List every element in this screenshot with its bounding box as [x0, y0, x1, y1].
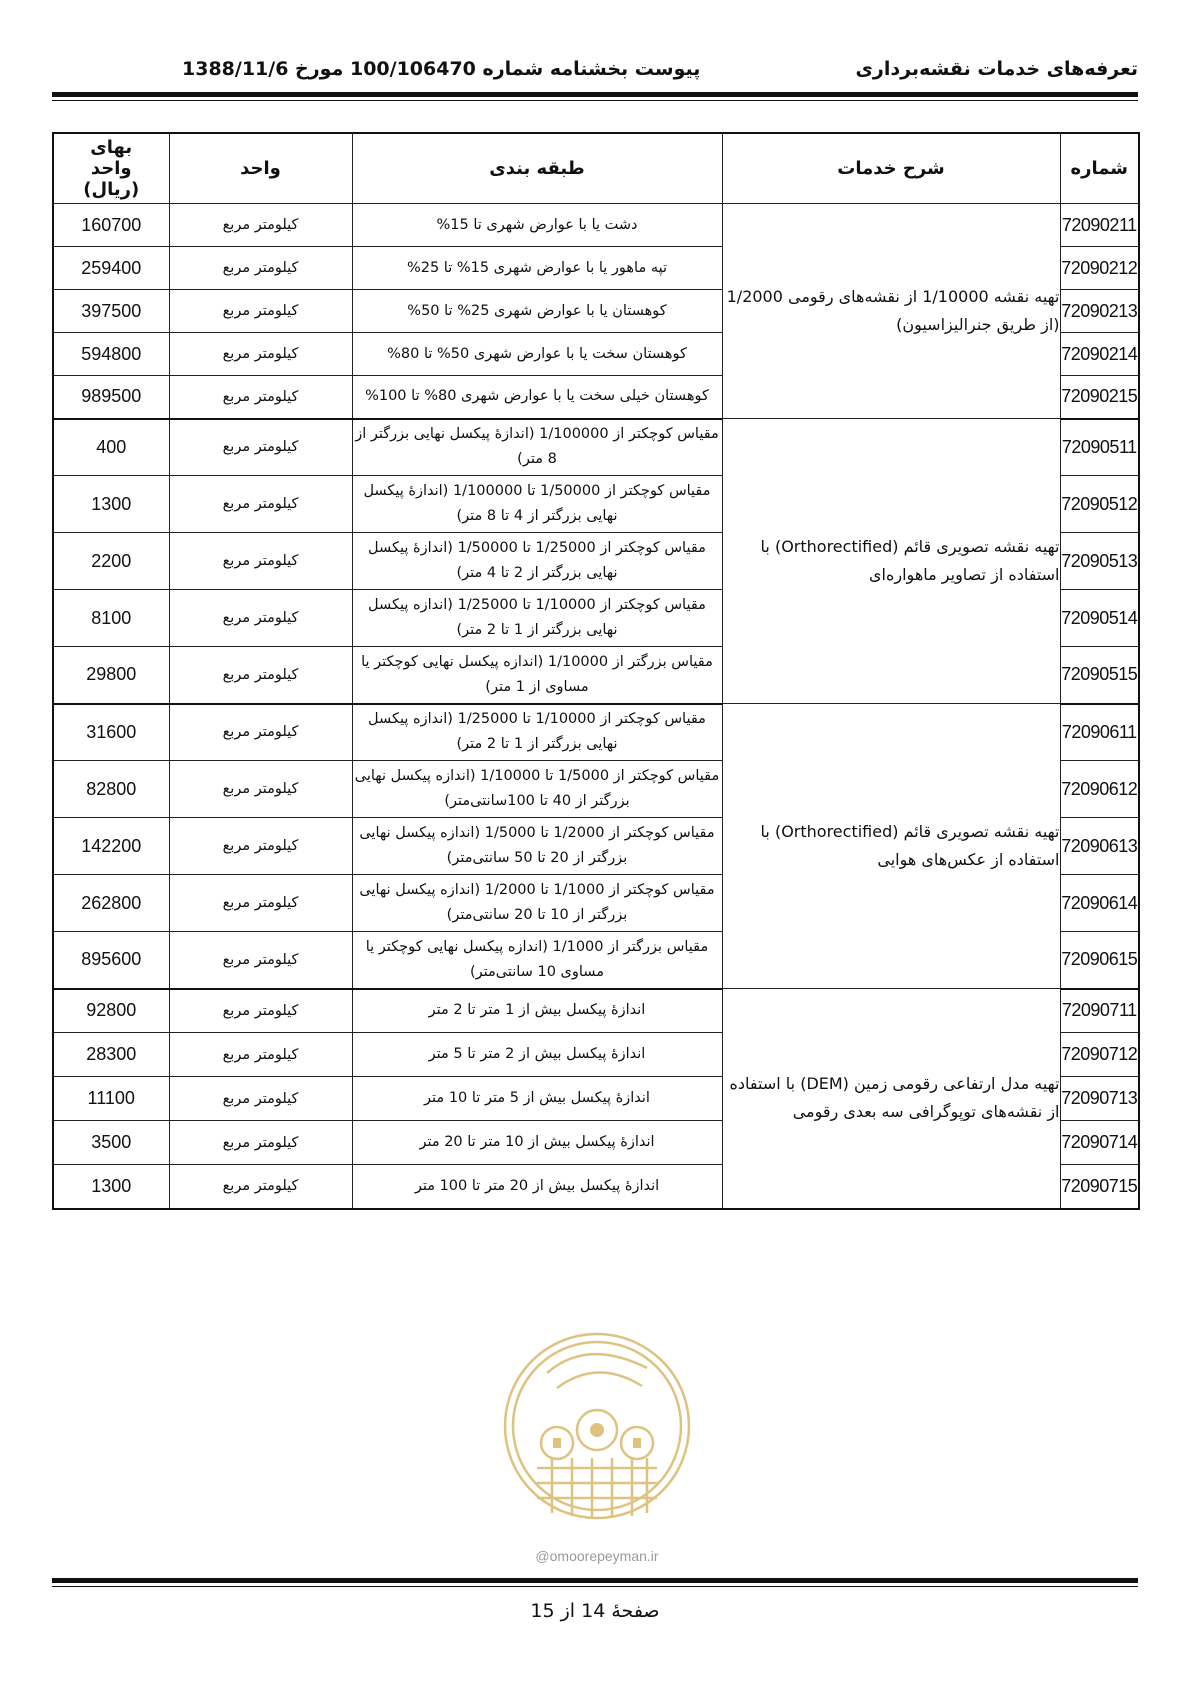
- service-code: 72090514: [1060, 590, 1139, 647]
- service-description: تهیه نقشه تصویری قائم (Orthorectified) با استفاده از عکس‌های هوایی: [722, 704, 1060, 989]
- unit-price-cell: 82800: [53, 761, 169, 818]
- unit-cell: کیلومتر مربع: [169, 704, 352, 761]
- unit-price-cell: 142200: [53, 818, 169, 875]
- unit-price-cell: 1300: [53, 476, 169, 533]
- service-description: تهیه نقشه تصویری قائم (Orthorectified) با استفاده از تصاویر ماهواره‌ای: [722, 419, 1060, 704]
- table-body: [53, 204, 1139, 1209]
- stamp-url: @omoorepeyman.ir: [535, 1548, 659, 1564]
- service-code: 72090611: [1060, 704, 1139, 761]
- classification-cell: اندازهٔ پیکسل بیش از 5 متر تا 10 متر: [352, 1077, 722, 1121]
- unit-price-cell: 989500: [53, 376, 169, 419]
- unit-price-cell: 92800: [53, 989, 169, 1033]
- document-title: تعرفه‌های خدمات نقشه‌برداری: [855, 58, 1138, 80]
- table-row: [53, 704, 1139, 761]
- classification-cell: مقیاس کوچکتر از 1/10000 تا 1/25000 (اندازه پیکسل نهایی بزرگتر از 1 تا 2 متر): [352, 704, 722, 761]
- page-header: [52, 58, 1138, 88]
- unit-price-cell: 8100: [53, 590, 169, 647]
- unit-cell: کیلومتر مربع: [169, 647, 352, 704]
- classification-cell: اندازهٔ پیکسل بیش از 2 متر تا 5 متر: [352, 1033, 722, 1077]
- service-code: 72090712: [1060, 1033, 1139, 1077]
- unit-cell: کیلومتر مربع: [169, 333, 352, 376]
- tariff-table: [52, 132, 1140, 1210]
- unit-cell: کیلومتر مربع: [169, 1033, 352, 1077]
- unit-cell: کیلومتر مربع: [169, 376, 352, 419]
- col-header-classification: طبقه بندی: [352, 133, 722, 204]
- col-header-unit: واحد: [169, 133, 352, 204]
- table-row: [53, 989, 1139, 1033]
- unit-price-cell: 400: [53, 419, 169, 476]
- unit-price-cell: 28300: [53, 1033, 169, 1077]
- classification-cell: مقیاس بزرگتر از 1/1000 (اندازه پیکسل نهایی کوچکتر یا مساوی 10 سانتی‌متر): [352, 932, 722, 989]
- unit-cell: کیلومتر مربع: [169, 818, 352, 875]
- unit-price-cell: 262800: [53, 875, 169, 932]
- classification-cell: کوهستان سخت یا با عوارض شهری 50% تا 80%: [352, 333, 722, 376]
- unit-cell: کیلومتر مربع: [169, 989, 352, 1033]
- table-row: [53, 419, 1139, 476]
- classification-cell: مقیاس کوچکتر از 1/25000 تا 1/50000 (اندازهٔ پیکسل نهایی بزرگتر از 2 تا 4 متر): [352, 533, 722, 590]
- service-code: 72090512: [1060, 476, 1139, 533]
- classification-cell: دشت یا با عوارض شهری تا 15%: [352, 204, 722, 247]
- table-header-row: [53, 133, 1139, 204]
- service-description: تهیه نقشه 1/10000 از نقشه‌های رقومی 1/2000 (از طریق جنرالیزاسیون): [722, 204, 1060, 419]
- unit-price-cell: 259400: [53, 247, 169, 290]
- service-code: 72090714: [1060, 1121, 1139, 1165]
- classification-cell: اندازهٔ پیکسل بیش از 10 متر تا 20 متر: [352, 1121, 722, 1165]
- service-code: 72090614: [1060, 875, 1139, 932]
- circular-reference: پیوست بخشنامه شماره 100/106470 مورخ 1388/11/6: [182, 58, 701, 80]
- unit-price-cell: 3500: [53, 1121, 169, 1165]
- omoorepeyman-stamp-logo: [497, 1318, 697, 1548]
- unit-cell: کیلومتر مربع: [169, 932, 352, 989]
- classification-cell: مقیاس بزرگتر از 1/10000 (اندازه پیکسل نهایی کوچکتر یا مساوی از 1 متر): [352, 647, 722, 704]
- service-code: 72090711: [1060, 989, 1139, 1033]
- classification-cell: مقیاس کوچکتر از 1/2000 تا 1/5000 (اندازه پیکسل نهایی بزرگتر از 20 تا 50 سانتی‌متر): [352, 818, 722, 875]
- unit-cell: کیلومتر مربع: [169, 419, 352, 476]
- unit-price-cell: 160700: [53, 204, 169, 247]
- unit-cell: کیلومتر مربع: [169, 761, 352, 818]
- classification-cell: مقیاس کوچکتر از 1/1000 تا 1/2000 (اندازه پیکسل نهایی بزرگتر از 10 تا 20 سانتی‌متر): [352, 875, 722, 932]
- service-description: تهیه مدل ارتفاعی رقومی زمین (DEM) با استفاده از نقشه‌های توپوگرافی سه بعدی رقومی: [722, 989, 1060, 1209]
- header-rule-thin: [52, 100, 1138, 101]
- classification-cell: کوهستان خیلی سخت یا با عوارض شهری 80% تا 100%: [352, 376, 722, 419]
- classification-cell: مقیاس کوچکتر از 1/5000 تا 1/10000 (اندازه پیکسل نهایی بزرگتر از 40 تا 100سانتی‌متر): [352, 761, 722, 818]
- footer-rule-thick: [52, 1578, 1138, 1583]
- service-code: 72090615: [1060, 932, 1139, 989]
- unit-cell: کیلومتر مربع: [169, 1165, 352, 1209]
- page-number: صفحهٔ 14 از 15: [530, 1600, 660, 1622]
- service-code: 72090214: [1060, 333, 1139, 376]
- unit-cell: کیلومتر مربع: [169, 590, 352, 647]
- service-code: 72090715: [1060, 1165, 1139, 1209]
- classification-cell: اندازهٔ پیکسل بیش از 1 متر تا 2 متر: [352, 989, 722, 1033]
- col-header-description: شرح خدمات: [722, 133, 1060, 204]
- unit-price-cell: 29800: [53, 647, 169, 704]
- unit-price-cell: 2200: [53, 533, 169, 590]
- service-code: 72090612: [1060, 761, 1139, 818]
- header-rule-thick: [52, 92, 1138, 97]
- service-code: 72090713: [1060, 1077, 1139, 1121]
- service-code: 72090513: [1060, 533, 1139, 590]
- unit-cell: کیلومتر مربع: [169, 290, 352, 333]
- service-code: 72090515: [1060, 647, 1139, 704]
- unit-cell: کیلومتر مربع: [169, 1077, 352, 1121]
- classification-cell: مقیاس کوچکتر از 1/50000 تا 1/100000 (اندازهٔ پیکسل نهایی بزرگتر از 4 تا 8 متر): [352, 476, 722, 533]
- service-code: 72090215: [1060, 376, 1139, 419]
- service-code: 72090211: [1060, 204, 1139, 247]
- classification-cell: مقیاس کوچکتر از 1/10000 تا 1/25000 (اندازه پیکسل نهایی بزرگتر از 1 تا 2 متر): [352, 590, 722, 647]
- unit-cell: کیلومتر مربع: [169, 1121, 352, 1165]
- unit-price-cell: 11100: [53, 1077, 169, 1121]
- classification-cell: تپه ماهور یا با عوارض شهری 15% تا 25%: [352, 247, 722, 290]
- service-code: 72090213: [1060, 290, 1139, 333]
- classification-cell: اندازهٔ پیکسل بیش از 20 متر تا 100 متر: [352, 1165, 722, 1209]
- unit-price-cell: 895600: [53, 932, 169, 989]
- service-code: 72090613: [1060, 818, 1139, 875]
- unit-cell: کیلومتر مربع: [169, 247, 352, 290]
- col-header-code: شماره: [1060, 133, 1139, 204]
- classification-cell: مقیاس کوچکتر از 1/100000 (اندازهٔ پیکسل نهایی بزرگتر از 8 متر): [352, 419, 722, 476]
- unit-price-cell: 594800: [53, 333, 169, 376]
- table-row: [53, 204, 1139, 247]
- unit-cell: کیلومتر مربع: [169, 875, 352, 932]
- footer-rule-thin: [52, 1586, 1138, 1587]
- unit-price-cell: 31600: [53, 704, 169, 761]
- service-code: 72090511: [1060, 419, 1139, 476]
- col-header-price: بهای واحد (ریال): [53, 133, 169, 204]
- classification-cell: کوهستان یا با عوارض شهری 25% تا 50%: [352, 290, 722, 333]
- unit-cell: کیلومتر مربع: [169, 533, 352, 590]
- unit-price-cell: 1300: [53, 1165, 169, 1209]
- service-code: 72090212: [1060, 247, 1139, 290]
- unit-cell: کیلومتر مربع: [169, 204, 352, 247]
- unit-price-cell: 397500: [53, 290, 169, 333]
- unit-cell: کیلومتر مربع: [169, 476, 352, 533]
